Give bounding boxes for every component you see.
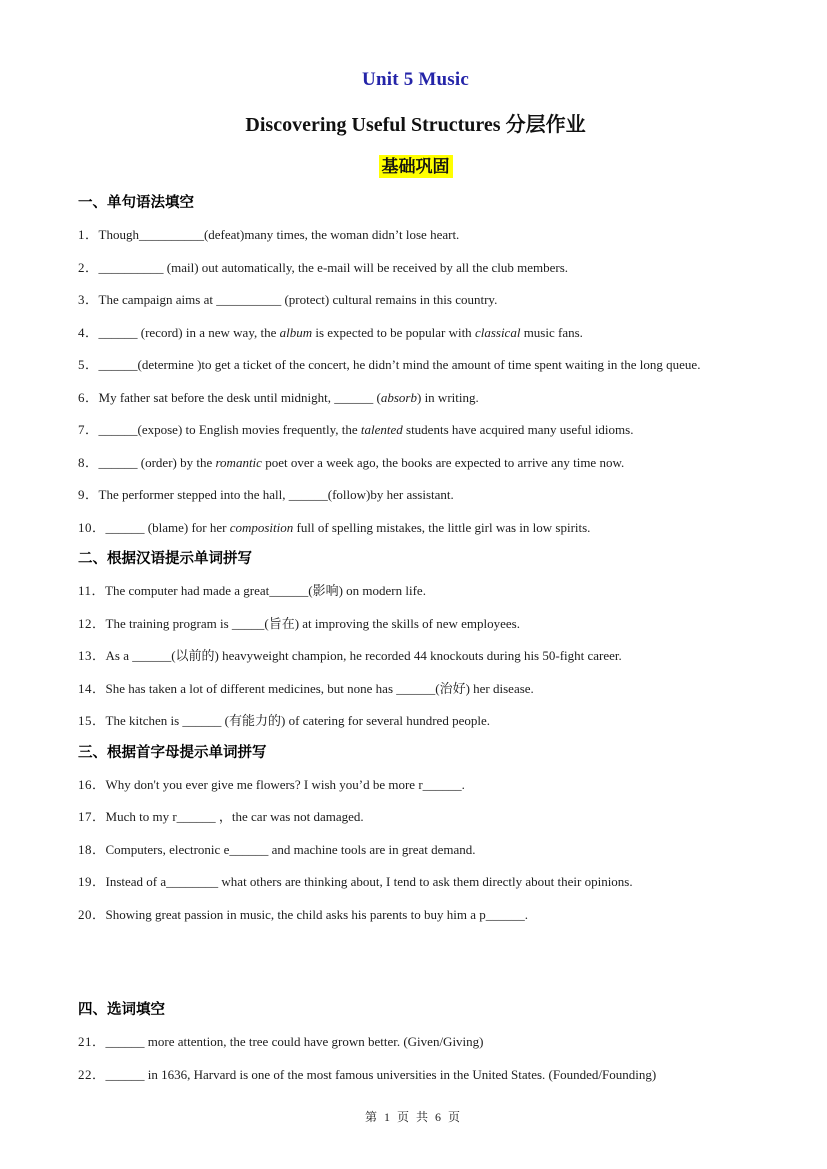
item-text-italic: composition xyxy=(229,519,294,535)
exercise-item xyxy=(78,801,753,834)
exercise-item xyxy=(78,447,753,480)
item-text: ______ (blame) for her xyxy=(105,519,230,535)
item-text: students have acquired many useful idioms. xyxy=(402,422,634,437)
item-number: 6． xyxy=(78,389,99,405)
section-heading-3: 三、根据首字母提示单词拼写 xyxy=(78,744,267,761)
item-number: 8． xyxy=(78,454,99,470)
item-text-italic: romantic xyxy=(215,454,262,470)
item-number: 2． xyxy=(78,259,99,275)
item-number: 21． xyxy=(78,1034,106,1049)
blank-space xyxy=(78,931,753,995)
exercise-item xyxy=(78,284,753,317)
item-text: Why don't you ever give me flowers? I wish you’d be more r______. xyxy=(105,776,465,792)
exercise-sections xyxy=(78,188,753,1091)
item-text: ______ more attention, the tree could have grown better. (Given/Giving) xyxy=(105,1034,484,1049)
section-heading-4: 四、选词填空 xyxy=(78,1002,165,1018)
item-number: 10． xyxy=(78,519,106,535)
item-text: Instead of a________ what others are thinking about, I tend to ask them directly about their opinions. xyxy=(105,874,633,889)
item-text: Much to my r______ ，the car was not damaged. xyxy=(105,809,364,824)
item-text: She has taken a lot of different medicines, but none has ______(治好) her disease. xyxy=(105,680,534,696)
exercise-item xyxy=(78,1059,753,1092)
item-text: poet over a week ago, the books are expected to arrive any time now. xyxy=(261,454,625,470)
section-heading-1: 一、单句语法填空 xyxy=(78,195,194,211)
item-number: 17． xyxy=(78,809,106,824)
exercise-item xyxy=(78,769,753,802)
exercise-item xyxy=(78,414,753,447)
exercise-item xyxy=(78,382,753,415)
item-text: The computer had made a great______(影响) on modern life. xyxy=(105,583,426,598)
item-number: 20． xyxy=(78,906,106,922)
item-text: full of spelling mistakes, the little girl was in low spirits. xyxy=(293,519,591,535)
lesson-subtitle: Discovering Useful Structures 分层作业 xyxy=(245,114,586,136)
item-number: 14． xyxy=(78,680,106,696)
item-number: 16． xyxy=(78,776,106,792)
item-text-italic: talented xyxy=(360,422,403,437)
exercise-item xyxy=(78,575,753,608)
exercise-item xyxy=(78,349,753,382)
item-number: 4． xyxy=(78,324,99,340)
item-text-italic: classical xyxy=(474,324,521,340)
exercise-item xyxy=(78,1026,753,1059)
item-number: 3． xyxy=(78,292,99,307)
exercise-item xyxy=(78,317,753,350)
item-text: Though__________(defeat)many times, the woman didn’t lose heart. xyxy=(98,227,460,242)
section-heading-2: 二、根据汉语提示单词拼写 xyxy=(78,551,252,567)
item-number: 1． xyxy=(78,227,99,242)
item-number: 5． xyxy=(78,357,99,372)
item-text: ______ (record) in a new way, the xyxy=(98,324,280,340)
item-number: 7． xyxy=(78,422,99,437)
item-text: Showing great passion in music, the child asks his parents to buy him a p______. xyxy=(105,906,528,922)
item-text: ______(expose) to English movies frequently, the xyxy=(98,422,361,437)
exercise-item xyxy=(78,705,753,738)
exercise-item xyxy=(78,866,753,899)
item-text: My father sat before the desk until midnight, ______ ( xyxy=(98,389,381,405)
item-text: is expected to be popular with xyxy=(312,324,475,340)
exercise-item xyxy=(78,640,753,673)
item-number: 15． xyxy=(78,713,106,728)
item-text: The campaign aims at __________ (protect) cultural remains in this country. xyxy=(98,292,498,307)
item-text: The performer stepped into the hall, ______(follow)by her assistant. xyxy=(98,487,454,502)
item-text: ______ in 1636, Harvard is one of the most famous universities in the United States. (Founded/Founding) xyxy=(105,1066,657,1082)
exercise-item xyxy=(78,899,753,932)
item-number: 11． xyxy=(78,583,106,598)
item-number: 18． xyxy=(78,841,106,857)
item-text: ______ (order) by the xyxy=(98,454,216,470)
item-text: Computers, electronic e______ and machine tools are in great demand. xyxy=(105,841,476,857)
exercise-item xyxy=(78,252,753,285)
item-text-italic: absorb xyxy=(380,389,417,405)
item-text: The training program is _____(旨在) at improving the skills of new employees. xyxy=(105,615,520,631)
exercise-item xyxy=(78,673,753,706)
item-number: 19． xyxy=(78,874,106,889)
section-badge-basic-consolidation: 基础巩固 xyxy=(379,155,453,178)
item-number: 9． xyxy=(78,487,99,502)
item-text: ______(determine )to get a ticket of the concert, he didn’t mind the amount of time spent waiting in the long queue. xyxy=(98,357,701,372)
item-text: The kitchen is ______ (有能力的) of catering for several hundred people. xyxy=(105,713,490,728)
item-text: As a ______(以前的) heavyweight champion, he recorded 44 knockouts during his 50-fight career. xyxy=(105,648,622,663)
badge-row xyxy=(78,155,753,178)
exercise-item xyxy=(78,512,753,545)
item-text: ) in writing. xyxy=(416,389,479,405)
exercise-item xyxy=(78,834,753,867)
item-number: 22． xyxy=(78,1066,106,1082)
page-number-footer: 第 1 页 共 6 页 xyxy=(364,1110,462,1124)
exercise-item xyxy=(78,479,753,512)
item-number: 13． xyxy=(78,648,106,663)
item-text: music fans. xyxy=(520,324,583,340)
item-text-italic: album xyxy=(279,324,313,340)
exercise-item xyxy=(78,219,753,252)
exercise-item xyxy=(78,608,753,641)
unit-title: Unit 5 Music xyxy=(362,69,469,90)
item-number: 12． xyxy=(78,615,106,631)
item-text: __________ (mail) out automatically, the e-mail will be received by all the club members. xyxy=(98,259,569,275)
